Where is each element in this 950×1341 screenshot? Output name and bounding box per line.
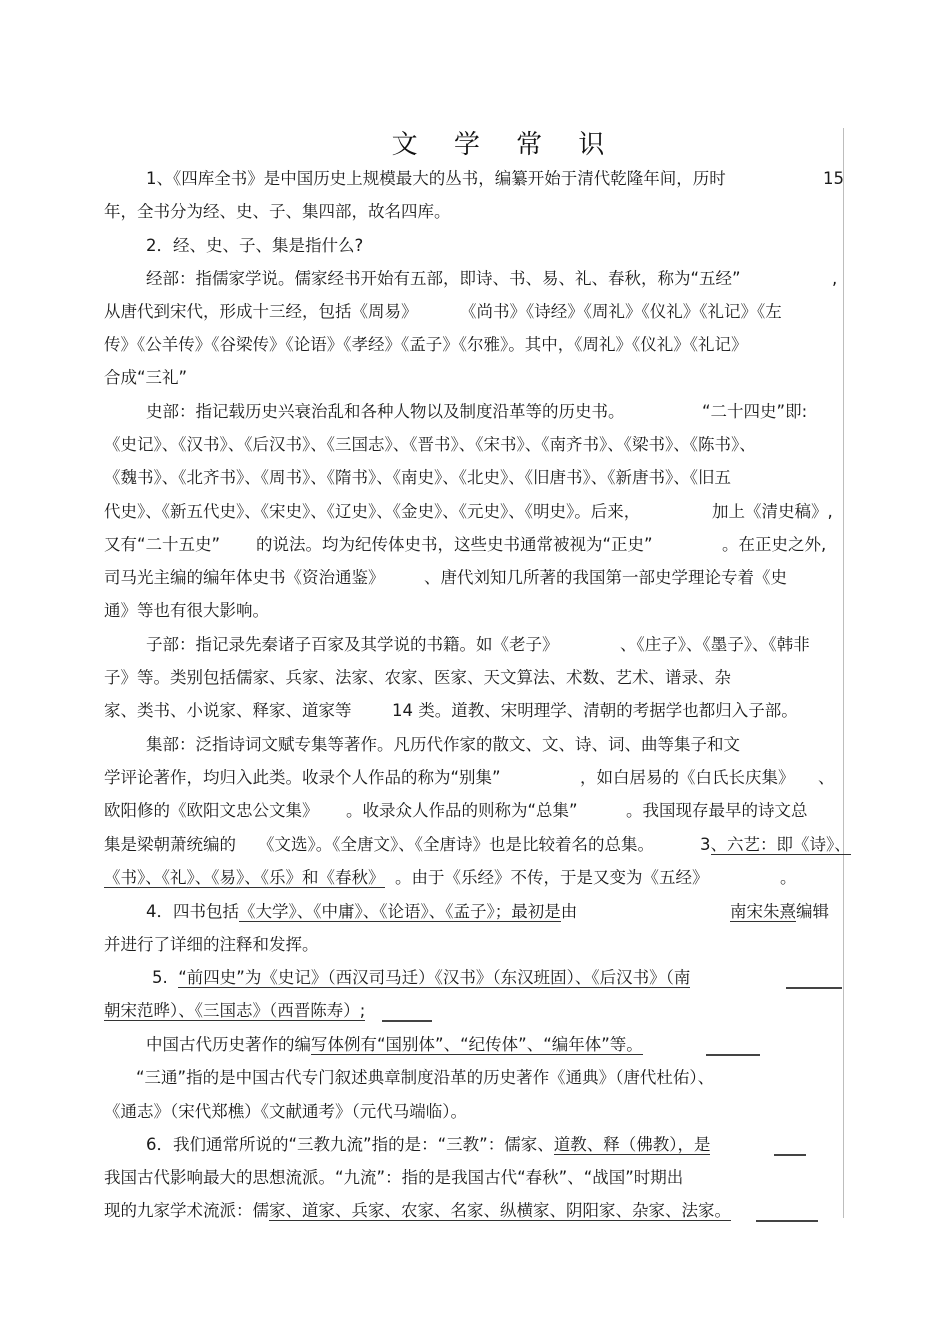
underlined-text: 《书》、《礼》、《易》、《乐》和《春秋》 — [104, 868, 385, 887]
page-title: 文 学 常 识 — [391, 130, 619, 160]
text-line: 我国古代影响最大的思想流派。“九流”：指的是我国古代“春秋”、“战国”时期出 — [104, 1168, 684, 1187]
text-line: 14 类。道教、宋明理学、清朝的考据学也都归入子部。 — [392, 701, 798, 720]
text-line: 学评论著作，均归入此类。收录个人作品的称为“别集” — [104, 768, 501, 787]
text-line: 。在正史之外, — [722, 535, 827, 554]
text-line: 欧阳修的《欧阳文忠公文集》 — [104, 801, 319, 820]
text-line: 通》等也有很大影响。 — [104, 601, 269, 620]
text-segment: 现的九家学术流派：儒 — [104, 1201, 269, 1220]
text-line: 《文选》。《全唐文》、《全唐诗》也是比较着名的总集。 — [258, 835, 654, 854]
text-line: 年，全书分为经、史、子、集四部，故名四库。 — [104, 202, 451, 221]
text-line: 。收录众人作品的则称为“总集” — [346, 801, 578, 820]
text-line: 《魏书》、《北齐书》、《周书》、《隋书》、《南史》、《北史》、《旧唐书》、《新唐书》、《旧五 — [104, 468, 731, 487]
text-segment: 3 — [700, 835, 711, 854]
text-line: 集部：泛指诗词文赋专集等著作。凡历代作家的散文、文、诗、词、曲等集子和文 — [146, 735, 740, 754]
text-line: 、《庄子》、《墨子》、《韩非 — [620, 635, 810, 654]
underlined-text: 、六艺：即《诗》、 — [710, 835, 851, 854]
text-line: 《尚书》《诗经》《周礼》《仪礼》《礼记》《左 — [460, 302, 782, 321]
text-line: ，如白居易的《白氏长庆集》 — [580, 768, 795, 787]
underline-rule — [786, 987, 842, 989]
text-line: 子》等。类别包括儒家、兵家、法家、农家、医家、天文算法、术数、艺术、谱录、杂 — [104, 668, 731, 687]
text-line: 史部：指记载历史兴衰治乱和各种人物以及制度沿革等的历史书。 — [146, 402, 625, 421]
text-line: 2．经、史、子、集是指什么? — [146, 236, 364, 255]
text-line: 合成“三礼” — [104, 368, 188, 387]
text-segment: 5. — [152, 968, 168, 987]
text-line: 司马光主编的编年体史书《资治通鉴》 — [104, 568, 385, 587]
text-line — [152, 967, 690, 989]
underlined-text: 朝宋范晔）、《三国志》（西晋陈寿）; — [104, 1001, 366, 1020]
text-line: 《史记》、《汉书》、《后汉书》、《三国志》、《晋书》、《宋书》、《南齐书》、《梁书》、《陈书》、 — [104, 435, 756, 454]
text-line — [104, 1000, 365, 1022]
underlined-text: 写体例有“国别体”、“纪传体”、“编年体”等。 — [311, 1035, 643, 1054]
text-segment: 6．我们通常所说的“三教九流”指的是：“三教”：儒家、 — [146, 1135, 554, 1154]
underline-rule — [706, 1054, 760, 1056]
text-segment: 由 — [560, 902, 578, 921]
text-segment: 编辑 — [796, 902, 829, 921]
text-line: , — [832, 269, 838, 288]
text-line: 、 — [818, 768, 835, 787]
text-line — [700, 834, 851, 856]
text-line: 家、类书、小说家、释家、道家等 — [104, 701, 352, 720]
right-margin-rule — [843, 128, 844, 1218]
underlined-text: 《大学》、《中庸》、《论语》、《孟子》；最初是 — [239, 902, 561, 921]
text-line: 的说法。均为纪传体史书，这些史书通常被视为“正史” — [256, 535, 653, 554]
text-line: 子部：指记录先秦诸子百家及其学说的书籍。如《老子》 — [146, 635, 559, 654]
text-line: “二十四史”即: — [702, 402, 808, 421]
underline-rule — [382, 1020, 432, 1022]
text-line: 又有“二十五史” — [104, 535, 221, 554]
underlined-text: “前四史”为《史记》（西汉司马迁）《汉书》（东汉班固）、《后汉书》（南 — [178, 968, 691, 987]
text-line — [104, 1200, 731, 1222]
underlined-text: 家、道家、兵家、农家、名家、纵横家、阴阳家、杂家、法家。 — [269, 1201, 731, 1220]
text-line — [146, 901, 577, 923]
underline-rule — [774, 1154, 806, 1156]
text-line: 从唐代到宋代，形成十三经，包括《周易》 — [104, 302, 418, 321]
text-line: 传》《公羊传》《谷梁传》《论语》《孝经》《孟子》《尔雅》。其中，《周礼》《仪礼》《礼记》 — [104, 335, 748, 354]
text-line: 集是梁朝萧统编的 — [104, 835, 236, 854]
text-segment: 中国古代历史著作的编 — [146, 1035, 311, 1054]
text-line: 、唐代刘知几所著的我国第一部史学理论专着《史 — [424, 568, 787, 587]
underline-rule — [756, 1220, 818, 1222]
text-line: 加上《清史稿》, — [712, 502, 833, 521]
text-segment: 4．四书包括 — [146, 902, 239, 921]
text-line: “三通”指的是中国古代专门叙述典章制度沿革的历史著作《通典》（唐代杜佑）、 — [136, 1068, 715, 1087]
underlined-text: 南宋朱熹 — [730, 902, 796, 921]
text-line: 《通志》（宋代郑樵）《文献通考》（元代马端临）。 — [104, 1102, 467, 1121]
text-line: 。我国现存最早的诗文总 — [626, 801, 808, 820]
underlined-text: 道教、释（佛教），是 — [553, 1135, 711, 1154]
text-line — [104, 867, 709, 889]
text-line: 经部：指儒家学说。儒家经书开始有五部，即诗、书、易、礼、春秋，称为“五经” — [146, 269, 741, 288]
text-line: 。 — [780, 868, 797, 887]
text-line: 并进行了详细的注释和发挥。 — [104, 935, 319, 954]
text-line: 代史》、《新五代史》、《宋史》、《辽史》、《金史》、《元史》、《明史》。后来， — [104, 502, 641, 521]
text-line: 15 — [823, 169, 844, 188]
text-line — [146, 1134, 710, 1156]
text-segment: 。由于《乐经》不传，于是又变为《五经》 — [395, 868, 709, 887]
text-line — [146, 1034, 643, 1056]
text-line: 1、《四库全书》是中国历史上规模最大的丛书，编纂开始于清代乾隆年间，历时 — [146, 169, 726, 188]
text-line — [730, 901, 829, 923]
